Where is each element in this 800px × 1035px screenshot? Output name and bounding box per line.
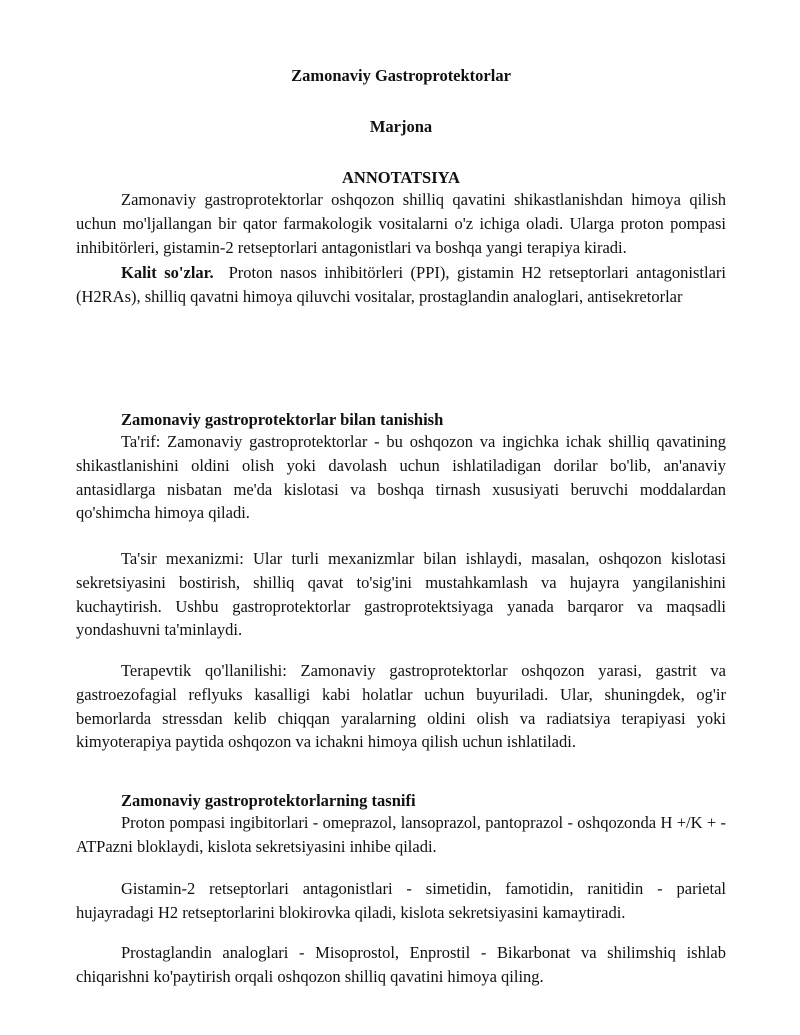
abstract-section bbox=[76, 188, 726, 309]
section-heading: Zamonaviy gastroprotektorlarning tasnifi bbox=[121, 791, 416, 810]
document-title: Zamonaviy Gastroprotektorlar bbox=[291, 66, 511, 85]
abstract-paragraph: Zamonaviy gastroprotektorlar oshqozon shilliq qavatini shikastlanishdan himoya qilish uchun mo'ljallangan bir qator farmakologik vositalarni o'z ichiga oladi. Ularga proton pompasi inhibitörleri, gistamin-2 retseptorlari antagonistlari va boshqa yangi terapiya kiradi. bbox=[76, 190, 726, 257]
paragraph-therapeutic-use: Terapevtik qo'llanilishi: Zamonaviy gastroprotektorlar oshqozon yarasi, gastrit va gastroezofagial reflyuks kasalligi kabi holatlar uchun buyuriladi. Ular, shuningdek, og'ir bemorlarda stressdan kelib chiqqan yaralarning oldini olish va radiatsiya terapiyasi yoki kimyoterapiya paytida oshqozon va ichakni himoya qilish uchun ishlatiladi. bbox=[76, 661, 726, 752]
paragraph-mechanism: Ta'sir mexanizmi: Ular turli mexanizmlar bilan ishlaydi, masalan, oshqozon kislotasi sekretsiyasini bostirish, shilliq qavat to'sig'ini mustahkamlash va hujayra yangilanishini kuchaytirish. Ushbu gastroprotektorlar gastroprotektsiyaga yanada barqaror va maqsadli yondashuvni ta'minlaydi. bbox=[76, 549, 726, 640]
paragraph-h2ra: Gistamin-2 retseptorlari antagonistlari - simetidin, famotidin, ranitidin - parietal hujayradagi H2 retseptorlarini blokirovka qiladi, kislota sekretsiyasini kamaytiradi. bbox=[76, 879, 726, 922]
keywords-label: Kalit so'zlar. bbox=[121, 263, 214, 283]
paragraph-ppi: Proton pompasi ingibitorlari - omeprazol, lansoprazol, pantoprazol - oshqozonda H +/K + - ATPazni bloklaydi, kislota sekretsiyasini inhibe qiladi. bbox=[76, 813, 726, 856]
keywords-paragraph bbox=[76, 261, 726, 309]
section-classification-cont bbox=[76, 877, 726, 925]
paragraph-prostaglandin: Prostaglandin analoglari - Misoprostol, Enprostil - Bikarbonat va shilimshiq ishlab chiqarishni ko'paytirish orqali oshqozon shilliq qavatini himoya qiling. bbox=[76, 943, 726, 986]
section-classification bbox=[76, 791, 726, 859]
section-introduction-cont bbox=[76, 547, 726, 642]
section-classification-cont2 bbox=[76, 941, 726, 989]
keywords-text: Proton nasos inhibitörleri (PPI), gistamin H2 retseptorlari antagonistlari (H2RAs), shilliq qavatni himoya qiluvchi vositalar, prostaglandin analoglari, antisekretorlar bbox=[76, 263, 726, 307]
abstract-heading: ANNOTATSIYA bbox=[342, 168, 460, 187]
paragraph-definition: Ta'rif: Zamonaviy gastroprotektorlar - bu oshqozon va ingichka ichak shilliq qavatining shikastlanishini oldini olish yoki davolash uchun ishlatiladigan dorilar bo'lib, an'anaviy antasidlarga nisbatan me'da kislotasi va boshqa tirnash xususiyati beruvchi moddalardan qo'shimcha himoya qiladi. bbox=[76, 432, 726, 523]
section-heading: Zamonaviy gastroprotektorlar bilan tanishish bbox=[121, 410, 444, 429]
section-introduction-cont2 bbox=[76, 659, 726, 754]
author-name: Marjona bbox=[369, 117, 433, 136]
section-introduction bbox=[76, 410, 726, 525]
